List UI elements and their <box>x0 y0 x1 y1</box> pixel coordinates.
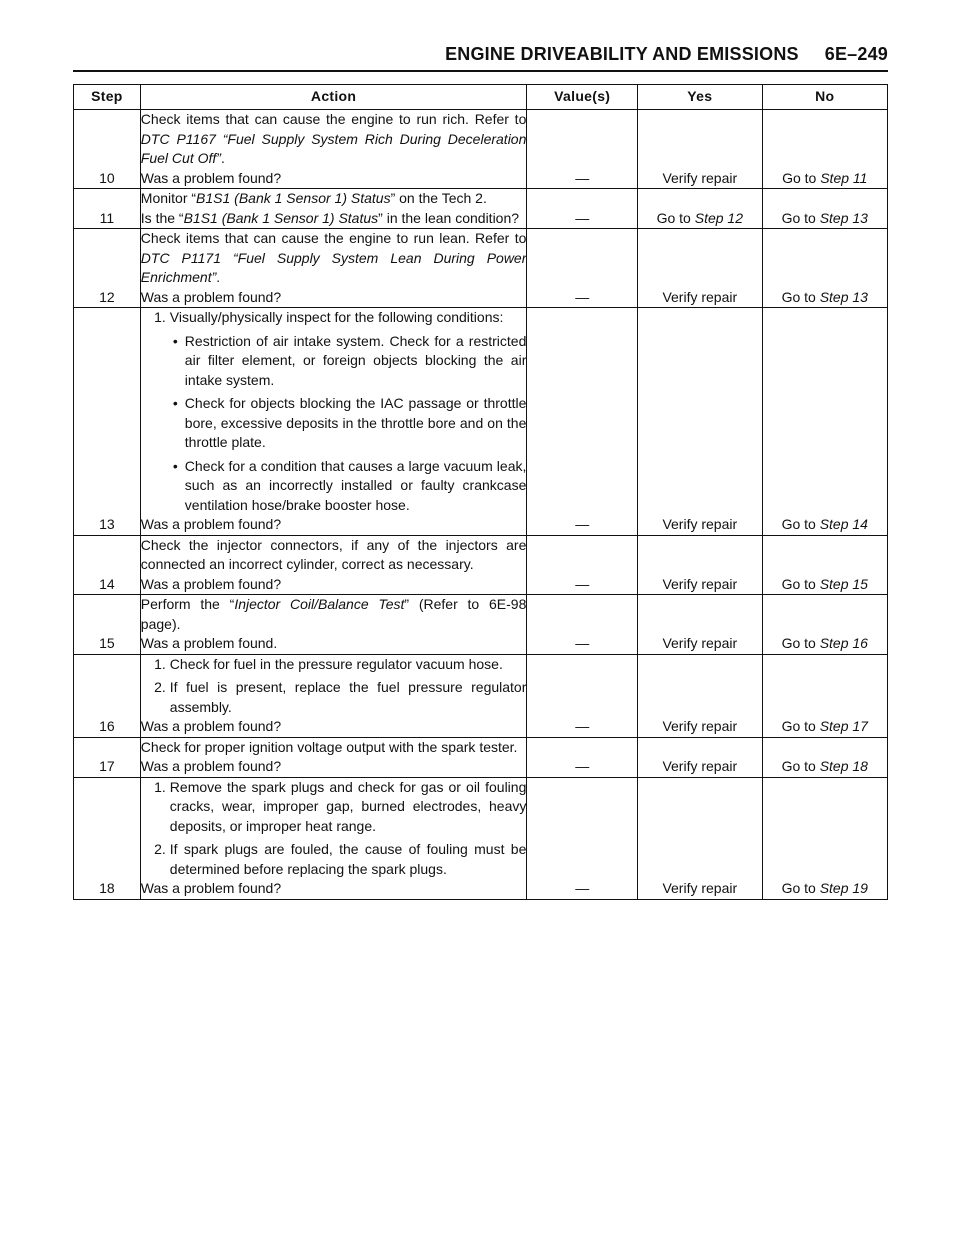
action-text: Monitor “B1S1 (Bank 1 Sensor 1) Status” on the Tech 2. <box>140 190 487 206</box>
no-cell: Go to Step 19 <box>762 777 887 899</box>
action-question: Was a problem found? <box>140 718 282 734</box>
yes-cell: Verify repair <box>638 595 762 655</box>
no-cell: Go to Step 15 <box>762 535 887 595</box>
bullet-icon: • <box>172 457 178 474</box>
action-cell <box>140 110 527 189</box>
step-reference: Step 19 <box>819 880 868 896</box>
numbered-item: 2. If spark plugs are fouled, the cause of fouling must be determined before replacing the spark plugs. <box>154 841 527 877</box>
action-question: Was a problem found? <box>140 758 282 774</box>
action-cell <box>140 535 527 595</box>
bullet-icon: • <box>172 395 178 411</box>
value-cell: — <box>527 737 638 777</box>
step-number: 14 <box>74 535 141 595</box>
bullet-item: • Check for a condition that causes a large vacuum leak, such as an incorrectly installed or faulty crankcase ventilation hose/brake booster hose. <box>166 457 527 516</box>
reference-link: DTC P1167 “Fuel Supply System Rich During Deceleration Fuel Cut Off” <box>140 130 527 166</box>
action-text: Check the injector connectors, if any of the injectors are connected an incorrect cylinder, correct as necessary. <box>140 536 527 572</box>
action-cell <box>140 229 527 308</box>
step-number: 12 <box>74 229 141 308</box>
step-number: 11 <box>74 189 141 229</box>
column-header-step: Step <box>74 85 141 110</box>
step-reference: Step 15 <box>819 575 868 592</box>
action-cell <box>140 737 527 777</box>
numbered-item: 2. If fuel is present, replace the fuel pressure regulator assembly. <box>154 679 527 715</box>
table-row <box>74 229 888 308</box>
step-reference: Step 17 <box>819 718 868 734</box>
yes-cell: Verify repair <box>638 308 762 536</box>
value-cell: — <box>527 535 638 595</box>
yes-cell: Verify repair <box>638 229 762 308</box>
action-question: Was a problem found? <box>140 169 282 186</box>
step-reference: Step 16 <box>819 635 868 651</box>
no-cell: Go to Step 16 <box>762 595 887 655</box>
table-row <box>74 654 888 737</box>
no-cell: Go to Step 17 <box>762 654 887 737</box>
table-row <box>74 777 888 899</box>
page-header <box>73 44 888 65</box>
table-row <box>74 189 888 229</box>
column-header-no: No <box>762 85 887 110</box>
action-cell <box>140 595 527 655</box>
action-text: Check for proper ignition voltage output with the spark tester. <box>140 738 518 755</box>
action-question: Was a problem found. <box>140 635 278 651</box>
yes-cell: Go to Step 12 <box>638 189 762 229</box>
value-cell: — <box>527 189 638 229</box>
action-question: Was a problem found? <box>140 516 282 532</box>
bullet-item: • Restriction of air intake system. Check for a restricted air filter element, or foreign objects blocking the air intake system. <box>166 332 527 391</box>
column-header-action: Action <box>140 85 527 110</box>
section-title: ENGINE DRIVEABILITY AND EMISSIONS <box>445 44 799 64</box>
action-question: Was a problem found? <box>140 575 282 592</box>
action-text: Check items that can cause the engine to run lean. Refer to DTC P1171 “Fuel Supply System Lean During Power Enrichment”. <box>140 230 527 285</box>
action-cell <box>140 777 527 899</box>
action-cell <box>140 189 527 229</box>
action-question: Was a problem found? <box>140 880 282 896</box>
table-row <box>74 535 888 595</box>
step-number: 13 <box>74 308 141 536</box>
yes-cell: Verify repair <box>638 110 762 189</box>
table-row <box>74 737 888 777</box>
step-reference: Step 13 <box>819 209 868 226</box>
numbered-item: 1. Remove the spark plugs and check for gas or oil fouling cracks, wear, improper gap, burned electrodes, heavy deposits, or improper heat range. <box>154 778 527 834</box>
yes-cell: Verify repair <box>638 654 762 737</box>
diagnostic-steps-table <box>73 84 888 900</box>
step-number: 10 <box>74 110 141 189</box>
bullet-item: • Check for objects blocking the IAC passage or throttle bore, excessive deposits in the throttle bore and on the throttle plate. <box>166 394 527 453</box>
numbered-item: 1. Visually/physically inspect for the following conditions: <box>154 309 504 325</box>
yes-cell: Verify repair <box>638 535 762 595</box>
step-reference: Step 14 <box>819 516 868 532</box>
reference-link: DTC P1171 “Fuel Supply System Lean During Power Enrichment” <box>140 249 527 285</box>
value-cell: — <box>527 110 638 189</box>
yes-cell: Verify repair <box>638 737 762 777</box>
step-number: 15 <box>74 595 141 655</box>
action-question: Is the “B1S1 (Bank 1 Sensor 1) Status” in the lean condition? <box>140 209 520 226</box>
no-cell: Go to Step 13 <box>762 229 887 308</box>
page-number: 6E–249 <box>824 44 888 64</box>
value-cell: — <box>527 229 638 308</box>
value-cell: — <box>527 777 638 899</box>
no-cell: Go to Step 13 <box>762 189 887 229</box>
yes-cell: Verify repair <box>638 777 762 899</box>
step-reference: Step 12 <box>694 209 743 226</box>
step-reference: Step 11 <box>820 169 868 186</box>
no-cell: Go to Step 11 <box>762 110 887 189</box>
bullet-icon: • <box>172 332 178 349</box>
action-text: Check items that can cause the engine to run rich. Refer to DTC P1167 “Fuel Supply System Rich During Deceleration Fuel Cut Off”. <box>140 111 527 166</box>
action-cell <box>140 654 527 737</box>
step-reference: Step 13 <box>819 288 868 305</box>
step-number: 18 <box>74 777 141 899</box>
table-row <box>74 110 888 189</box>
value-cell: — <box>527 595 638 655</box>
step-number: 17 <box>74 737 141 777</box>
action-question: Was a problem found? <box>140 288 282 305</box>
column-header-values: Value(s) <box>527 85 638 110</box>
action-cell <box>140 308 527 536</box>
table-header-row <box>74 85 888 110</box>
numbered-item: 1. Check for fuel in the pressure regulator vacuum hose. <box>154 655 503 672</box>
header-rule <box>73 70 888 72</box>
no-cell: Go to Step 18 <box>762 737 887 777</box>
column-header-yes: Yes <box>638 85 762 110</box>
action-text: Perform the “Injector Coil/Balance Test” (Refer to 6E-98 page). <box>140 596 527 632</box>
table-row <box>74 595 888 655</box>
value-cell: — <box>527 654 638 737</box>
step-reference: Step 18 <box>819 758 868 774</box>
value-cell: — <box>527 308 638 536</box>
step-number: 16 <box>74 654 141 737</box>
no-cell: Go to Step 14 <box>762 308 887 536</box>
reference-link: Injector Coil/Balance Test <box>234 596 405 612</box>
table-row <box>74 308 888 536</box>
